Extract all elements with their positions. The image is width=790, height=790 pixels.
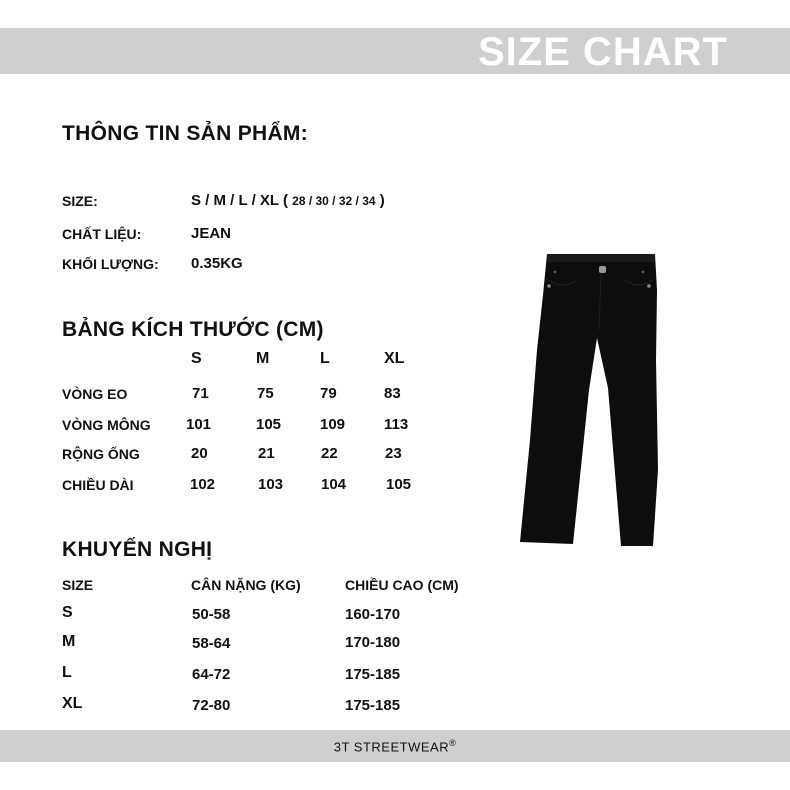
button-rivet — [599, 266, 606, 273]
footer-bar — [0, 730, 790, 762]
rec-weight: 50-58 — [192, 606, 231, 623]
rec-height: 175-185 — [345, 697, 401, 714]
black-jeans-product-image — [515, 250, 665, 550]
table-cell: 105 — [256, 416, 282, 433]
table-cell: 102 — [190, 476, 216, 493]
registered-mark-icon: ® — [449, 738, 457, 748]
table-cell: 101 — [186, 416, 212, 433]
rec-col-size: SIZE — [62, 577, 94, 593]
recommendation-heading: KHUYẾN NGHỊ — [62, 538, 213, 561]
size-col-xl: XL — [384, 350, 405, 367]
size-col-s: S — [191, 350, 202, 367]
row-label-waist: VÒNG EO — [62, 386, 128, 402]
rec-col-weight: CÂN NẶNG (KG) — [191, 577, 301, 593]
size-table-heading: BẢNG KÍCH THƯỚC (CM) — [62, 318, 324, 341]
table-cell: 20 — [191, 445, 208, 462]
rec-height: 170-180 — [345, 634, 401, 651]
table-cell: 104 — [321, 476, 347, 493]
table-cell: 21 — [258, 445, 275, 462]
rivet-left — [547, 284, 551, 288]
rec-height: 160-170 — [345, 606, 401, 623]
rec-weight: 64-72 — [192, 666, 231, 683]
material-label: CHẤT LIỆU: — [62, 226, 142, 242]
row-label-leg-opening: RỘNG ỐNG — [62, 446, 140, 462]
weight-label: KHỐI LƯỢNG: — [62, 256, 159, 272]
row-label-hip: VÒNG MÔNG — [62, 417, 151, 433]
weight-value: 0.35KG — [191, 255, 243, 272]
page-title: SIZE CHART — [478, 30, 728, 74]
table-cell: 103 — [258, 476, 284, 493]
table-cell: 109 — [320, 416, 346, 433]
size-col-m: M — [256, 350, 270, 367]
material-value: JEAN — [191, 225, 232, 242]
rec-col-height: CHIỀU CAO (CM) — [345, 577, 459, 593]
header-bar — [0, 28, 790, 74]
rivet-right — [647, 284, 651, 288]
table-cell: 79 — [320, 385, 337, 402]
product-info-heading: THÔNG TIN SẢN PHẨM: — [62, 122, 309, 145]
size-col-l: L — [320, 350, 330, 367]
brand-name: 3T STREETWEAR® — [333, 738, 457, 755]
table-cell: 22 — [321, 445, 338, 462]
row-label-length: CHIỀU DÀI — [62, 477, 134, 493]
rec-weight: 58-64 — [192, 635, 231, 652]
table-cell: 83 — [384, 385, 401, 402]
rec-size: L — [62, 664, 72, 681]
table-cell: 23 — [385, 445, 402, 462]
rec-size: M — [62, 633, 76, 650]
table-cell: 113 — [384, 416, 409, 433]
jeans-silhouette — [520, 254, 658, 546]
rec-height: 175-185 — [345, 666, 401, 683]
rec-weight: 72-80 — [192, 697, 231, 714]
table-cell: 71 — [192, 385, 209, 402]
table-cell: 105 — [386, 476, 412, 493]
rec-size: S — [62, 604, 73, 621]
rec-size: XL — [62, 695, 83, 712]
size-label: SIZE: — [62, 193, 98, 209]
table-cell: 75 — [257, 385, 274, 402]
size-value: S / M / L / XL ( 28 / 30 / 32 / 34 ) — [191, 192, 385, 209]
